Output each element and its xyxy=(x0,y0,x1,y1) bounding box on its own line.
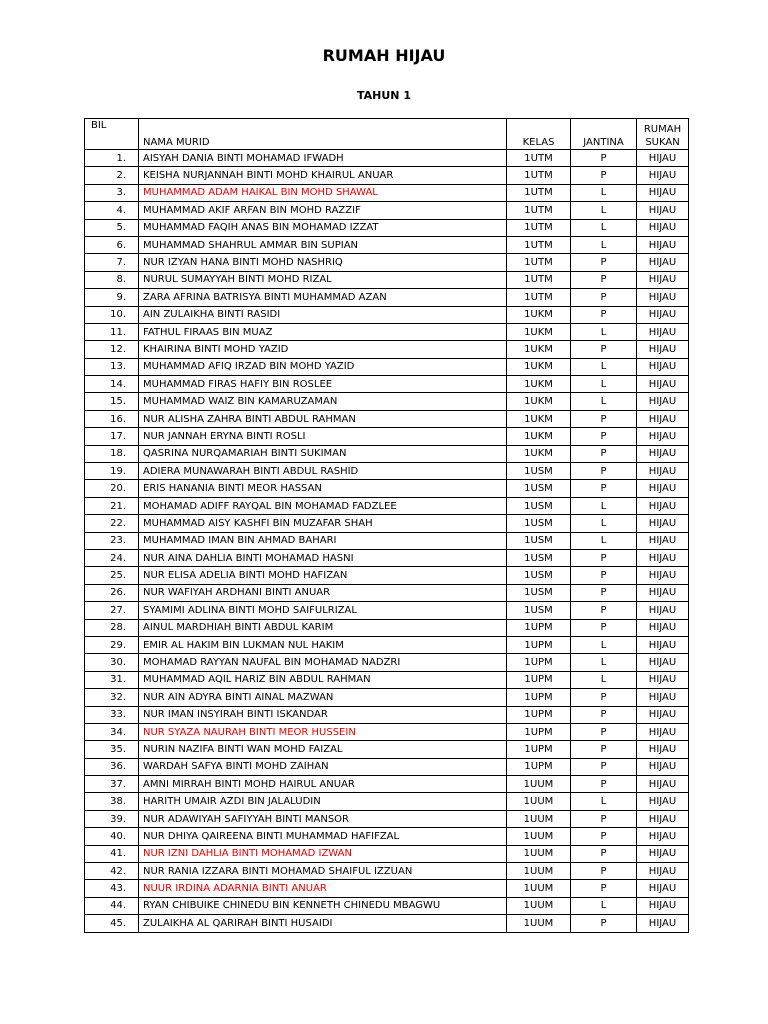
student-jantina: P xyxy=(571,810,637,827)
row-number: 35. xyxy=(85,741,139,758)
header-kelas: KELAS xyxy=(507,119,571,150)
student-name: NUR WAFIYAH ARDHANI BINTI ANUAR xyxy=(139,584,507,601)
student-name: AIN ZULAIKHA BINTI RASIDI xyxy=(139,306,507,323)
row-number: 5. xyxy=(85,219,139,236)
table-row xyxy=(85,584,689,601)
student-name: ZARA AFRINA BATRISYA BINTI MUHAMMAD AZAN xyxy=(139,289,507,306)
student-kelas: 1UPM xyxy=(507,706,571,723)
student-kelas: 1USM xyxy=(507,532,571,549)
student-name: NUR AIN ADYRA BINTI AINAL MAZWAN xyxy=(139,689,507,706)
row-number: 37. xyxy=(85,776,139,793)
student-name: EMIR AL HAKIM BIN LUKMAN NUL HAKIM xyxy=(139,636,507,653)
student-rumah: HIJAU xyxy=(637,845,689,862)
table-row xyxy=(85,306,689,323)
table-row xyxy=(85,271,689,288)
student-name: MUHAMMAD FAQIH ANAS BIN MOHAMAD IZZAT xyxy=(139,219,507,236)
student-jantina: L xyxy=(571,515,637,532)
student-name: MUHAMMAD IMAN BIN AHMAD BAHARI xyxy=(139,532,507,549)
student-name: AMNI MIRRAH BINTI MOHD HAIRUL ANUAR xyxy=(139,776,507,793)
student-name: ERIS HANANIA BINTI MEOR HASSAN xyxy=(139,480,507,497)
student-rumah: HIJAU xyxy=(637,271,689,288)
student-kelas: 1UUM xyxy=(507,810,571,827)
student-rumah: HIJAU xyxy=(637,184,689,201)
student-jantina: P xyxy=(571,880,637,897)
student-name: NUR IMAN INSYIRAH BINTI ISKANDAR xyxy=(139,706,507,723)
table-row xyxy=(85,619,689,636)
student-rumah: HIJAU xyxy=(637,654,689,671)
table-row xyxy=(85,323,689,340)
row-number: 20. xyxy=(85,480,139,497)
student-name: MUHAMMAD SHAHRUL AMMAR BIN SUPIAN xyxy=(139,236,507,253)
table-row xyxy=(85,915,689,932)
student-kelas: 1UKM xyxy=(507,376,571,393)
row-number: 23. xyxy=(85,532,139,549)
student-jantina: P xyxy=(571,167,637,184)
student-name: NUR JANNAH ERYNA BINTI ROSLI xyxy=(139,428,507,445)
student-jantina: P xyxy=(571,845,637,862)
student-name: AISYAH DANIA BINTI MOHAMAD IFWADH xyxy=(139,150,507,167)
row-number: 14. xyxy=(85,376,139,393)
student-kelas: 1UKM xyxy=(507,341,571,358)
student-kelas: 1UPM xyxy=(507,671,571,688)
row-number: 36. xyxy=(85,758,139,775)
student-kelas: 1UPM xyxy=(507,654,571,671)
student-kelas: 1UKM xyxy=(507,306,571,323)
table-row xyxy=(85,497,689,514)
table-row xyxy=(85,236,689,253)
student-name: MOHAMAD ADIFF RAYQAL BIN MOHAMAD FADZLEE xyxy=(139,497,507,514)
table-row xyxy=(85,219,689,236)
student-rumah: HIJAU xyxy=(637,202,689,219)
student-name: RYAN CHIBUIKE CHINEDU BIN KENNETH CHINEDU MBAGWU xyxy=(139,897,507,914)
student-kelas: 1UKM xyxy=(507,428,571,445)
student-kelas: 1UKM xyxy=(507,323,571,340)
student-jantina: P xyxy=(571,463,637,480)
student-jantina: L xyxy=(571,897,637,914)
student-name: KHAIRINA BINTI MOHD YAZID xyxy=(139,341,507,358)
row-number: 27. xyxy=(85,602,139,619)
student-name: NUUR IRDINA ADARNIA BINTI ANUAR xyxy=(139,880,507,897)
student-name: MUHAMMAD AKIF ARFAN BIN MOHD RAZZIF xyxy=(139,202,507,219)
student-rumah: HIJAU xyxy=(637,463,689,480)
student-rumah: HIJAU xyxy=(637,445,689,462)
student-rumah: HIJAU xyxy=(637,306,689,323)
student-name: NUR ELISA ADELIA BINTI MOHD HAFIZAN xyxy=(139,567,507,584)
student-rumah: HIJAU xyxy=(637,706,689,723)
table-row xyxy=(85,758,689,775)
student-jantina: P xyxy=(571,758,637,775)
student-kelas: 1USM xyxy=(507,567,571,584)
student-rumah: HIJAU xyxy=(637,358,689,375)
row-number: 8. xyxy=(85,271,139,288)
student-rumah: HIJAU xyxy=(637,636,689,653)
table-row xyxy=(85,289,689,306)
student-jantina: P xyxy=(571,289,637,306)
student-rumah: HIJAU xyxy=(637,671,689,688)
student-kelas: 1UTM xyxy=(507,219,571,236)
table-row xyxy=(85,341,689,358)
student-kelas: 1USM xyxy=(507,497,571,514)
student-jantina: L xyxy=(571,393,637,410)
student-kelas: 1UTM xyxy=(507,271,571,288)
row-number: 12. xyxy=(85,341,139,358)
student-name: NUR IZYAN HANA BINTI MOHD NASHRIQ xyxy=(139,254,507,271)
student-name: WARDAH SAFYA BINTI MOHD ZAIHAN xyxy=(139,758,507,775)
student-name: NUR IZNI DAHLIA BINTI MOHAMAD IZWAN xyxy=(139,845,507,862)
table-row xyxy=(85,654,689,671)
student-kelas: 1UTM xyxy=(507,289,571,306)
student-rumah: HIJAU xyxy=(637,167,689,184)
table-row xyxy=(85,671,689,688)
student-kelas: 1UTM xyxy=(507,167,571,184)
student-kelas: 1UUM xyxy=(507,863,571,880)
student-rumah: HIJAU xyxy=(637,150,689,167)
student-rumah: HIJAU xyxy=(637,254,689,271)
row-number: 15. xyxy=(85,393,139,410)
student-name: HARITH UMAIR AZDI BIN JALALUDIN xyxy=(139,793,507,810)
table-row xyxy=(85,602,689,619)
student-kelas: 1UPM xyxy=(507,619,571,636)
student-rumah: HIJAU xyxy=(637,723,689,740)
row-number: 4. xyxy=(85,202,139,219)
student-name: NUR DHIYA QAIREENA BINTI MUHAMMAD HAFIFZAL xyxy=(139,828,507,845)
student-jantina: P xyxy=(571,445,637,462)
student-jantina: L xyxy=(571,323,637,340)
student-jantina: P xyxy=(571,689,637,706)
row-number: 10. xyxy=(85,306,139,323)
row-number: 41. xyxy=(85,845,139,862)
student-jantina: P xyxy=(571,619,637,636)
student-jantina: P xyxy=(571,341,637,358)
student-rumah: HIJAU xyxy=(637,219,689,236)
student-jantina: P xyxy=(571,410,637,427)
student-jantina: L xyxy=(571,219,637,236)
student-rumah: HIJAU xyxy=(637,428,689,445)
table-row xyxy=(85,549,689,566)
student-kelas: 1UPM xyxy=(507,758,571,775)
student-jantina: L xyxy=(571,671,637,688)
student-jantina: P xyxy=(571,567,637,584)
student-name: NUR ALISHA ZAHRA BINTI ABDUL RAHMAN xyxy=(139,410,507,427)
table-row xyxy=(85,532,689,549)
student-kelas: 1UUM xyxy=(507,828,571,845)
student-kelas: 1UTM xyxy=(507,202,571,219)
student-kelas: 1UUM xyxy=(507,915,571,932)
row-number: 33. xyxy=(85,706,139,723)
table-row xyxy=(85,897,689,914)
student-name: ZULAIKHA AL QARIRAH BINTI HUSAIDI xyxy=(139,915,507,932)
student-jantina: P xyxy=(571,271,637,288)
table-row xyxy=(85,445,689,462)
student-kelas: 1UPM xyxy=(507,741,571,758)
student-kelas: 1UUM xyxy=(507,897,571,914)
row-number: 28. xyxy=(85,619,139,636)
student-rumah: HIJAU xyxy=(637,532,689,549)
page-title: RUMAH HIJAU xyxy=(322,46,446,65)
header-rumah-sukan xyxy=(637,119,689,150)
student-jantina: P xyxy=(571,428,637,445)
header-bil: BIL xyxy=(85,119,139,150)
student-rumah: HIJAU xyxy=(637,341,689,358)
row-number: 9. xyxy=(85,289,139,306)
row-number: 26. xyxy=(85,584,139,601)
table-row xyxy=(85,567,689,584)
table-row xyxy=(85,358,689,375)
student-kelas: 1UUM xyxy=(507,880,571,897)
student-rumah: HIJAU xyxy=(637,393,689,410)
student-kelas: 1USM xyxy=(507,584,571,601)
student-rumah: HIJAU xyxy=(637,758,689,775)
student-kelas: 1USM xyxy=(507,463,571,480)
student-jantina: L xyxy=(571,376,637,393)
student-name: NUR AINA DAHLIA BINTI MOHAMAD HASNI xyxy=(139,549,507,566)
row-number: 43. xyxy=(85,880,139,897)
student-kelas: 1UPM xyxy=(507,723,571,740)
student-jantina: L xyxy=(571,654,637,671)
student-rumah: HIJAU xyxy=(637,289,689,306)
student-name: AINUL MARDHIAH BINTI ABDUL KARIM xyxy=(139,619,507,636)
student-rumah: HIJAU xyxy=(637,410,689,427)
student-jantina: P xyxy=(571,915,637,932)
table-row xyxy=(85,880,689,897)
header-rumah-line2: SUKAN xyxy=(645,137,680,148)
student-name: NUR SYAZA NAURAH BINTI MEOR HUSSEIN xyxy=(139,723,507,740)
student-jantina: L xyxy=(571,184,637,201)
student-jantina: P xyxy=(571,549,637,566)
student-kelas: 1UTM xyxy=(507,184,571,201)
table-row xyxy=(85,689,689,706)
table-row xyxy=(85,167,689,184)
student-jantina: L xyxy=(571,358,637,375)
row-number: 34. xyxy=(85,723,139,740)
student-name: NURIN NAZIFA BINTI WAN MOHD FAIZAL xyxy=(139,741,507,758)
student-jantina: L xyxy=(571,532,637,549)
student-jantina: P xyxy=(571,863,637,880)
student-rumah: HIJAU xyxy=(637,810,689,827)
student-jantina: P xyxy=(571,306,637,323)
student-rumah: HIJAU xyxy=(637,515,689,532)
student-jantina: P xyxy=(571,584,637,601)
student-kelas: 1UKM xyxy=(507,445,571,462)
table-row xyxy=(85,793,689,810)
header-jantina: JANTINA xyxy=(571,119,637,150)
row-number: 31. xyxy=(85,671,139,688)
table-row xyxy=(85,845,689,862)
header-rumah-line1: RUMAH xyxy=(643,124,682,135)
student-rumah: HIJAU xyxy=(637,549,689,566)
student-rumah: HIJAU xyxy=(637,880,689,897)
table-row xyxy=(85,254,689,271)
student-rumah: HIJAU xyxy=(637,915,689,932)
student-jantina: P xyxy=(571,254,637,271)
student-rumah: HIJAU xyxy=(637,584,689,601)
student-jantina: P xyxy=(571,828,637,845)
row-number: 29. xyxy=(85,636,139,653)
student-jantina: L xyxy=(571,793,637,810)
student-name: MOHAMAD RAYYAN NAUFAL BIN MOHAMAD NADZRI xyxy=(139,654,507,671)
row-number: 32. xyxy=(85,689,139,706)
row-number: 42. xyxy=(85,863,139,880)
row-number: 1. xyxy=(85,150,139,167)
row-number: 21. xyxy=(85,497,139,514)
table-row xyxy=(85,480,689,497)
table-row xyxy=(85,150,689,167)
student-name: FATHUL FIRAAS BIN MUAZ xyxy=(139,323,507,340)
student-rumah: HIJAU xyxy=(637,323,689,340)
student-rumah: HIJAU xyxy=(637,776,689,793)
student-kelas: 1UKM xyxy=(507,410,571,427)
student-kelas: 1UKM xyxy=(507,393,571,410)
student-kelas: 1UPM xyxy=(507,636,571,653)
student-rumah: HIJAU xyxy=(637,480,689,497)
table-row xyxy=(85,410,689,427)
student-jantina: P xyxy=(571,602,637,619)
student-kelas: 1USM xyxy=(507,602,571,619)
student-jantina: P xyxy=(571,706,637,723)
row-number: 7. xyxy=(85,254,139,271)
row-number: 17. xyxy=(85,428,139,445)
student-kelas: 1UUM xyxy=(507,776,571,793)
student-kelas: 1USM xyxy=(507,515,571,532)
row-number: 38. xyxy=(85,793,139,810)
student-jantina: P xyxy=(571,150,637,167)
student-jantina: P xyxy=(571,480,637,497)
student-kelas: 1USM xyxy=(507,480,571,497)
student-jantina: L xyxy=(571,202,637,219)
student-jantina: P xyxy=(571,741,637,758)
table-row xyxy=(85,393,689,410)
table-row xyxy=(85,202,689,219)
row-number: 44. xyxy=(85,897,139,914)
row-number: 30. xyxy=(85,654,139,671)
row-number: 39. xyxy=(85,810,139,827)
student-rumah: HIJAU xyxy=(637,497,689,514)
table-row xyxy=(85,810,689,827)
row-number: 16. xyxy=(85,410,139,427)
student-jantina: L xyxy=(571,636,637,653)
table-row xyxy=(85,723,689,740)
student-table xyxy=(84,118,689,933)
student-kelas: 1UKM xyxy=(507,358,571,375)
student-name: NUR ADAWIYAH SAFIYYAH BINTI MANSOR xyxy=(139,810,507,827)
student-rumah: HIJAU xyxy=(637,828,689,845)
row-number: 18. xyxy=(85,445,139,462)
table-row xyxy=(85,776,689,793)
student-rumah: HIJAU xyxy=(637,567,689,584)
student-name: ADIERA MUNAWARAH BINTI ABDUL RASHID xyxy=(139,463,507,480)
student-name: MUHAMMAD FIRAS HAFIY BIN ROSLEE xyxy=(139,376,507,393)
student-rumah: HIJAU xyxy=(637,741,689,758)
table-row xyxy=(85,636,689,653)
row-number: 45. xyxy=(85,915,139,932)
student-rumah: HIJAU xyxy=(637,376,689,393)
row-number: 6. xyxy=(85,236,139,253)
table-row xyxy=(85,376,689,393)
student-name: QASRINA NURQAMARIAH BINTI SUKIMAN xyxy=(139,445,507,462)
student-rumah: HIJAU xyxy=(637,236,689,253)
table-row xyxy=(85,741,689,758)
student-kelas: 1UTM xyxy=(507,150,571,167)
student-name: KEISHA NURJANNAH BINTI MOHD KHAIRUL ANUAR xyxy=(139,167,507,184)
student-name: MUHAMMAD WAIZ BIN KAMARUZAMAN xyxy=(139,393,507,410)
student-name: NUR RANIA IZZARA BINTI MOHAMAD SHAIFUL IZZUAN xyxy=(139,863,507,880)
row-number: 2. xyxy=(85,167,139,184)
table-row xyxy=(85,428,689,445)
student-name: MUHAMMAD AFIQ IRZAD BIN MOHD YAZID xyxy=(139,358,507,375)
table-row xyxy=(85,515,689,532)
student-name: MUHAMMAD AISY KASHFI BIN MUZAFAR SHAH xyxy=(139,515,507,532)
row-number: 3. xyxy=(85,184,139,201)
row-number: 19. xyxy=(85,463,139,480)
student-jantina: L xyxy=(571,497,637,514)
table-row xyxy=(85,184,689,201)
table-row xyxy=(85,863,689,880)
page-subtitle: TAHUN 1 xyxy=(357,89,411,102)
student-rumah: HIJAU xyxy=(637,602,689,619)
table-row xyxy=(85,706,689,723)
student-jantina: P xyxy=(571,723,637,740)
table-header-row xyxy=(85,119,689,150)
header-nama-murid: NAMA MURID xyxy=(139,119,507,150)
student-kelas: 1UTM xyxy=(507,254,571,271)
table-row xyxy=(85,828,689,845)
student-name: MUHAMMAD AQIL HARIZ BIN ABDUL RAHMAN xyxy=(139,671,507,688)
student-rumah: HIJAU xyxy=(637,619,689,636)
row-number: 40. xyxy=(85,828,139,845)
row-number: 24. xyxy=(85,549,139,566)
student-kelas: 1UUM xyxy=(507,793,571,810)
row-number: 22. xyxy=(85,515,139,532)
row-number: 13. xyxy=(85,358,139,375)
student-rumah: HIJAU xyxy=(637,897,689,914)
student-kelas: 1UUM xyxy=(507,845,571,862)
student-kelas: 1USM xyxy=(507,549,571,566)
student-rumah: HIJAU xyxy=(637,863,689,880)
student-rumah: HIJAU xyxy=(637,793,689,810)
student-rumah: HIJAU xyxy=(637,689,689,706)
student-jantina: L xyxy=(571,236,637,253)
table-row xyxy=(85,463,689,480)
row-number: 11. xyxy=(85,323,139,340)
row-number: 25. xyxy=(85,567,139,584)
student-kelas: 1UTM xyxy=(507,236,571,253)
student-name: NURUL SUMAYYAH BINTI MOHD RIZAL xyxy=(139,271,507,288)
student-jantina: P xyxy=(571,776,637,793)
student-name: MUHAMMAD ADAM HAIKAL BIN MOHD SHAWAL xyxy=(139,184,507,201)
student-kelas: 1UPM xyxy=(507,689,571,706)
student-name: SYAMIMI ADLINA BINTI MOHD SAIFULRIZAL xyxy=(139,602,507,619)
